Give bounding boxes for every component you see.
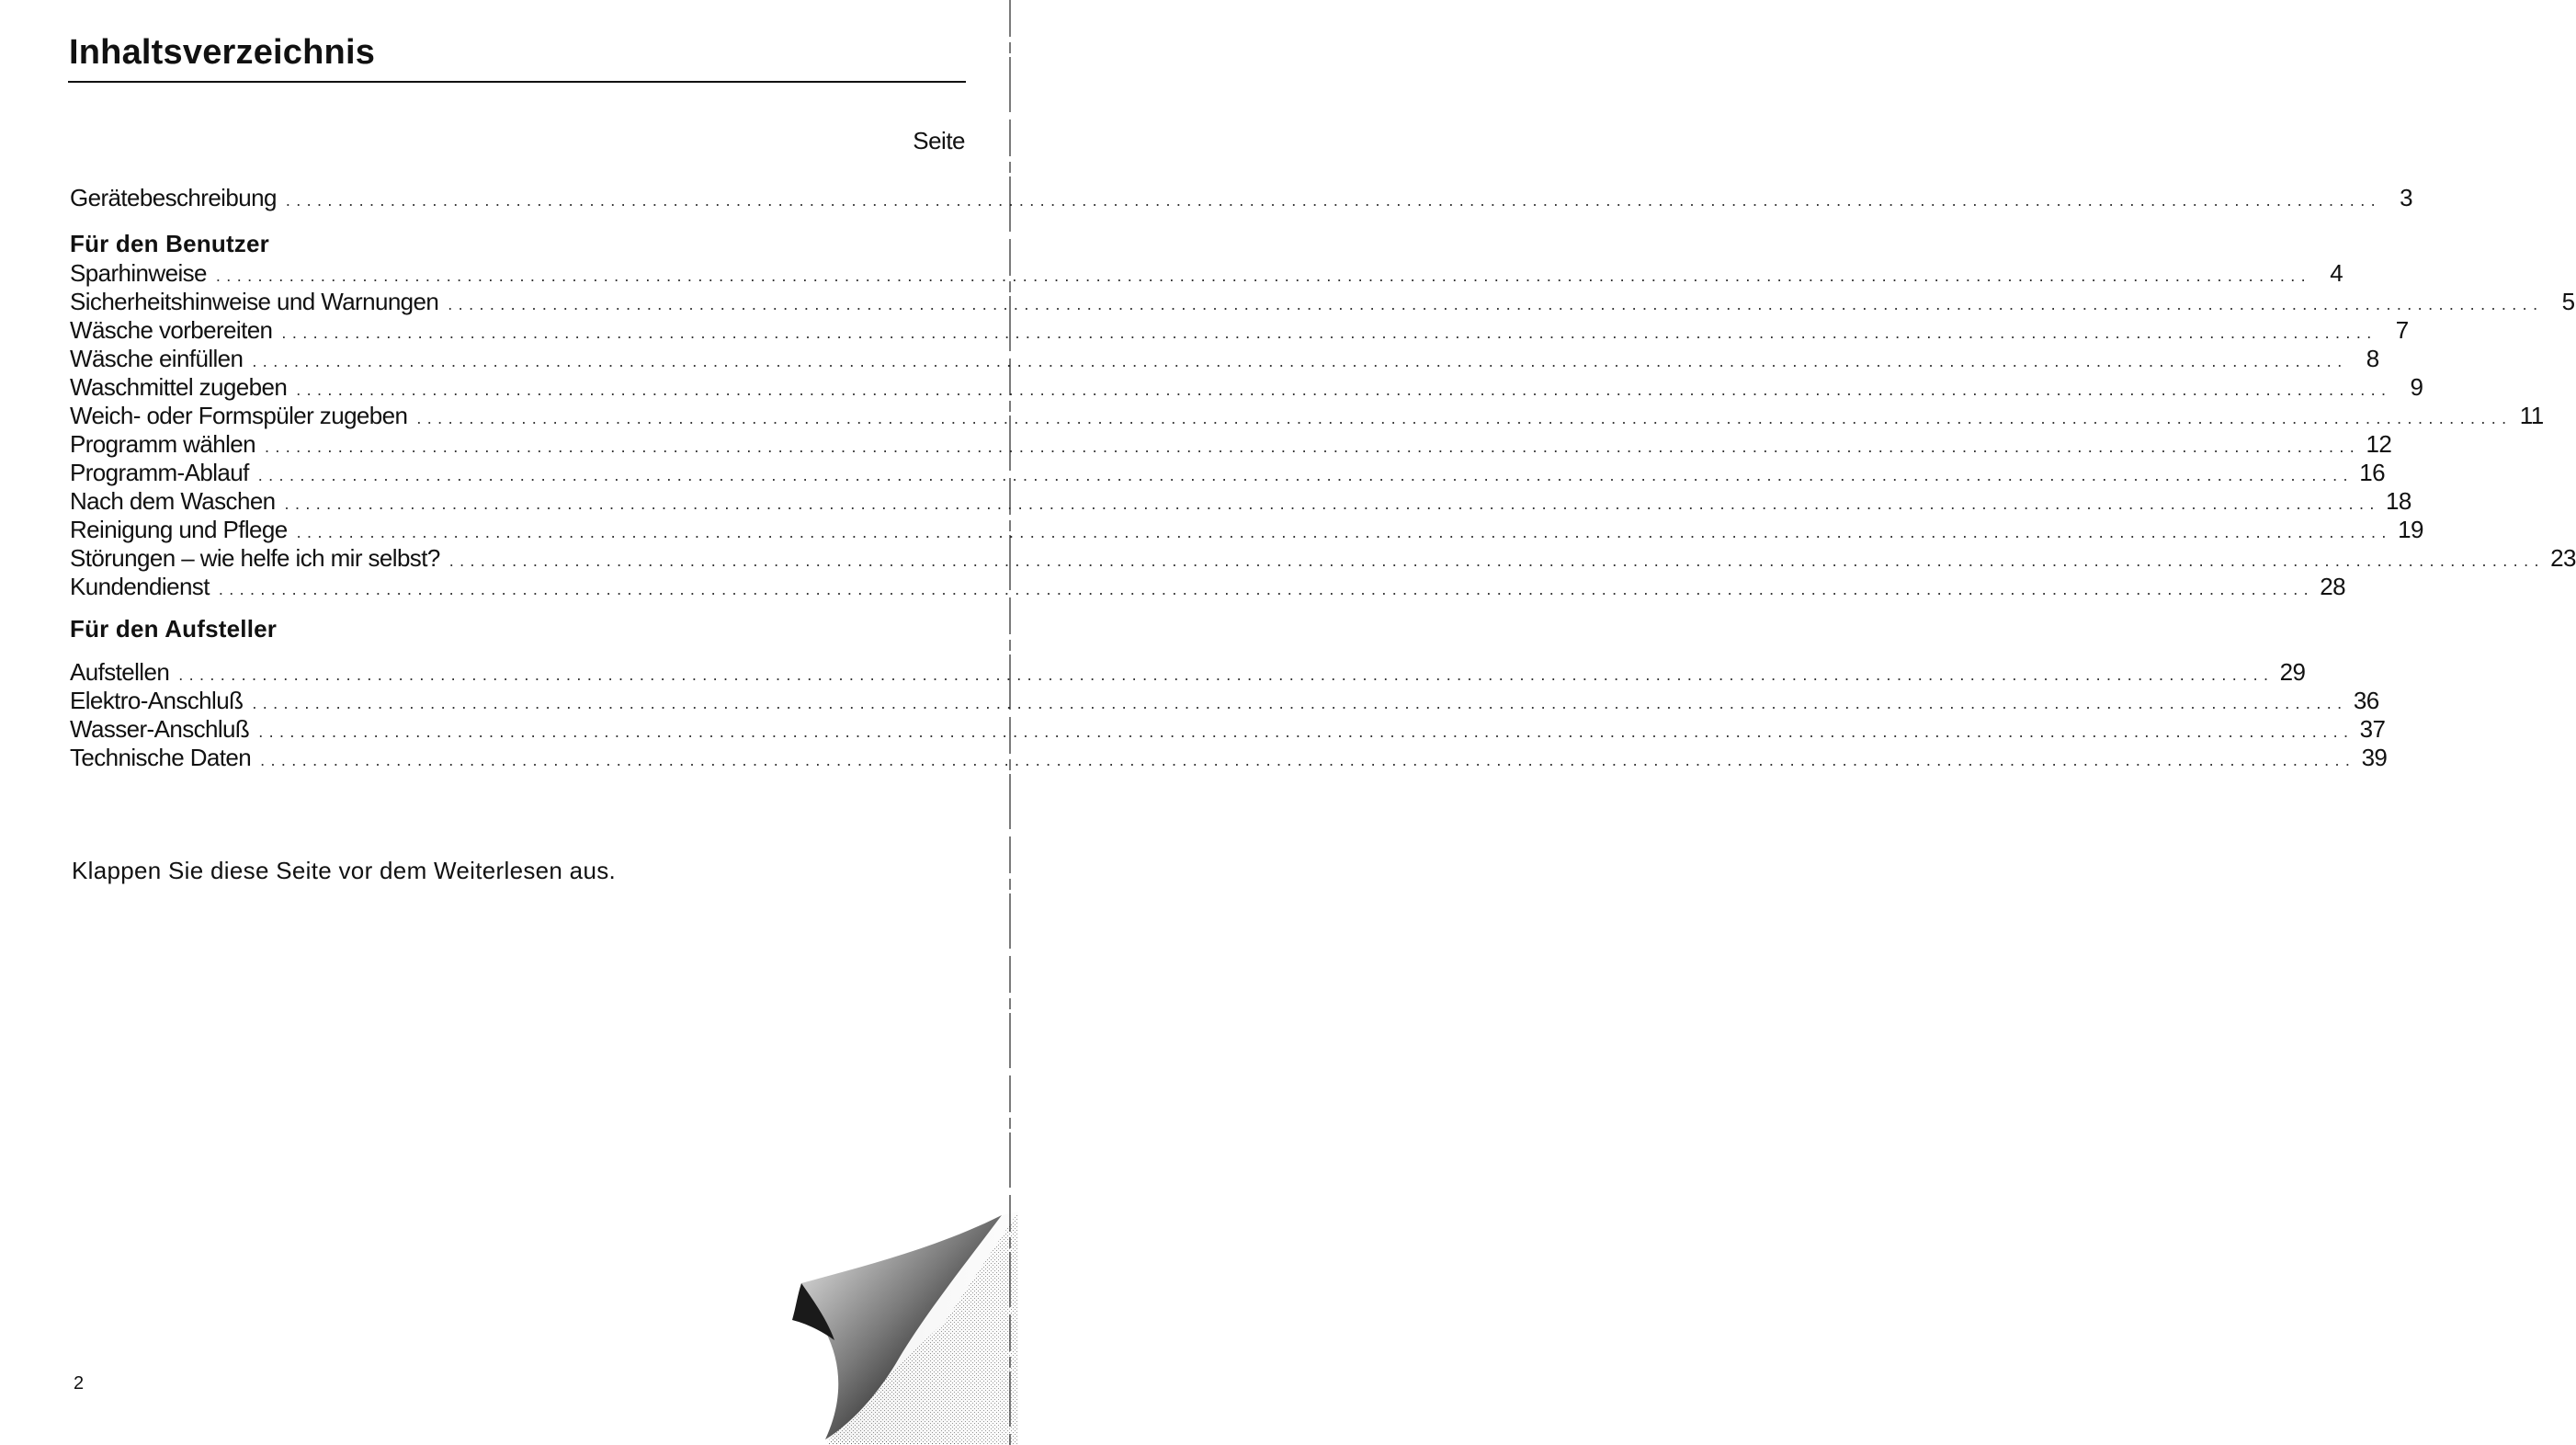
toc-dot-leader: ........................................................................................................................................................................................................ [281, 324, 2377, 342]
toc-entry [70, 516, 2423, 545]
toc-entry [70, 316, 2409, 346]
toc-entry-label: Sparhinweise [70, 259, 207, 287]
toc-dot-leader: ........................................................................................................................................................................................................ [252, 352, 2348, 370]
toc-entry-page: 12 [2366, 430, 2392, 458]
toc-entry-label: Weich- oder Formspüler zugeben [70, 402, 408, 429]
toc-entry-page: 5 [2561, 288, 2575, 315]
toc-dot-leader: ........................................................................................................................................................................................................ [448, 552, 2545, 570]
toc-entry-label: Gerätebeschreibung [70, 184, 277, 211]
toc-dot-leader: ........................................................................................................................................................................................................ [258, 722, 2355, 741]
toc-entry-page: 23 [2550, 544, 2576, 572]
toc-entry-label: Nach dem Waschen [70, 487, 276, 515]
toc-dot-leader: ........................................................................................................................................................................................................ [260, 751, 2356, 769]
toc-entry [70, 687, 2379, 716]
toc-entry-label: Aufstellen [70, 658, 170, 686]
toc-entry-page: 9 [2410, 373, 2423, 401]
toc-entry-page: 11 [2519, 402, 2544, 429]
page-number: 2 [74, 1373, 85, 1394]
toc-entry-page: 3 [2400, 184, 2413, 211]
toc-entry [70, 373, 2423, 403]
toc-entry-page: 8 [2366, 345, 2379, 372]
toc-entry [70, 259, 2343, 289]
toc-entry [70, 184, 2413, 213]
toc-dot-leader: ........................................................................................................................................................................................................ [252, 694, 2348, 712]
toc-entry-page: 18 [2386, 487, 2411, 515]
section-heading-user: Für den Benutzer [70, 230, 269, 257]
toc-dot-leader: ........................................................................................................................................................................................................ [448, 295, 2544, 313]
page-column-header: Seite [913, 127, 965, 154]
toc-dot-leader: ........................................................................................................................................................................................................ [285, 191, 2382, 210]
toc-dot-leader: ........................................................................................................................................................................................................ [218, 580, 2315, 598]
toc-entry [70, 573, 2346, 602]
toc-entry-label: Störungen – wie helfe ich mir selbst? [70, 544, 440, 572]
toc-dot-leader: ........................................................................................................................................................................................................ [416, 409, 2513, 427]
toc-entry-label: Programm wählen [70, 430, 255, 458]
toc-entry-page: 37 [2359, 715, 2386, 743]
toc-dot-leader: ........................................................................................................................................................................................................ [296, 523, 2392, 541]
toc-entry [70, 459, 2385, 488]
toc-entry [70, 345, 2379, 374]
toc-dot-leader: ........................................................................................................................................................................................................ [296, 381, 2392, 399]
toc-entry-page: 28 [2320, 573, 2346, 600]
toc-entry-label: Technische Daten [70, 744, 252, 771]
toc-entry [70, 288, 2575, 317]
toc-entry [70, 658, 2306, 688]
toc-entry [70, 430, 2392, 460]
page-title: Inhaltsverzeichnis [69, 33, 376, 72]
toc-entry-page: 29 [2279, 658, 2306, 686]
toc-entry-label: Sicherheitshinweise und Warnungen [70, 288, 439, 315]
paper-edge [1007, 0, 1013, 1445]
toc-entry-label: Kundendienst [70, 573, 210, 600]
toc-entry-label: Waschmittel zugeben [70, 373, 288, 401]
fold-out-note: Klappen Sie diese Seite vor dem Weiterlesen aus. [72, 857, 617, 884]
toc-entry-page: 39 [2361, 744, 2388, 771]
toc-dot-leader: ........................................................................................................................................................................................................ [257, 466, 2354, 484]
toc-entry-label: Reinigung und Pflege [70, 516, 288, 543]
toc-entry [70, 715, 2386, 745]
toc-entry-label: Programm-Ablauf [70, 459, 249, 486]
toc-dot-leader: ........................................................................................................................................................................................................ [215, 267, 2312, 285]
toc-entry-page: 7 [2395, 316, 2409, 344]
toc-entry-page: 19 [2398, 516, 2423, 543]
title-rule [68, 81, 966, 83]
toc-entry [70, 487, 2411, 517]
toc-dot-leader: ........................................................................................................................................................................................................ [284, 495, 2380, 513]
toc-dot-leader: ........................................................................................................................................................................................................ [264, 438, 2361, 456]
toc-entry [70, 544, 2576, 574]
toc-entry-page: 36 [2353, 687, 2379, 714]
toc-entry-label: Wäsche vorbereiten [70, 316, 273, 344]
page-curl-icon [789, 1212, 1020, 1445]
toc-entry-label: Wasser-Anschluß [70, 715, 250, 743]
toc-entry [70, 402, 2544, 431]
toc-entry [70, 744, 2388, 773]
toc-entry-label: Wäsche einfüllen [70, 345, 244, 372]
section-heading-installer: Für den Aufsteller [70, 615, 278, 643]
toc-entry-page: 4 [2330, 259, 2343, 287]
toc-entry-page: 16 [2359, 459, 2385, 486]
toc-dot-leader: ........................................................................................................................................................................................................ [178, 666, 2275, 684]
toc-entry-label: Elektro-Anschluß [70, 687, 244, 714]
